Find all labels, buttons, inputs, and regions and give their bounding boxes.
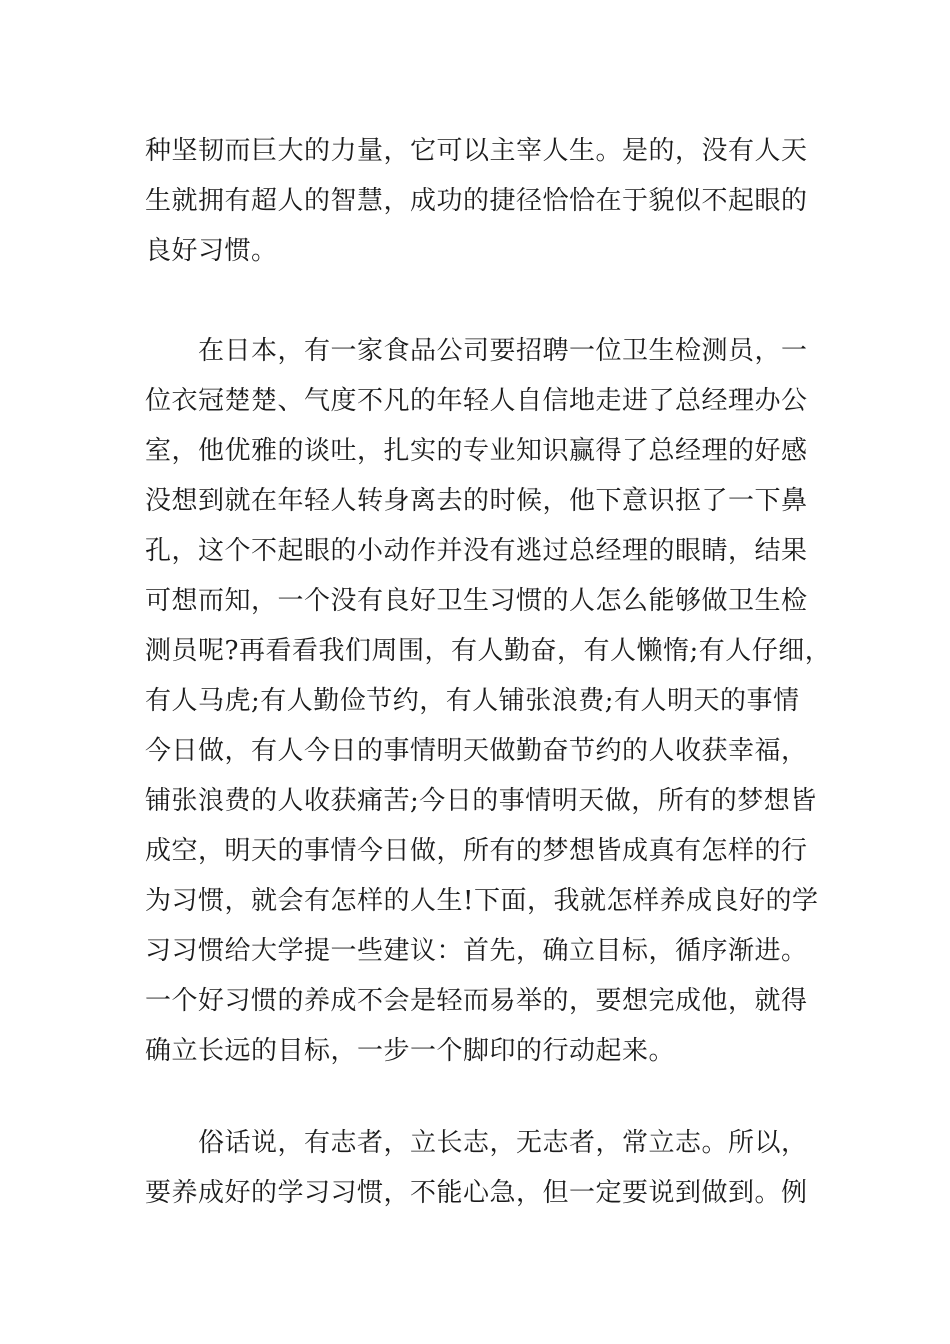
text-line: 生就拥有超人的智慧，成功的捷径恰恰在于貌似不起眼的 (145, 186, 808, 216)
text-line: 俗话说，有志者，立长志，无志者，常立志。所以， (145, 1128, 808, 1158)
text-line: 铺张浪费的人收获痛苦;今日的事情明天做，所有的梦想皆 (145, 786, 817, 816)
text-line: 有人马虎;有人勤俭节约，有人铺张浪费;有人明天的事情 (145, 686, 800, 716)
text-line: 在日本，有一家食品公司要招聘一位卫生检测员，一 (145, 336, 808, 366)
text-line: 一个好习惯的养成不会是轻而易举的，要想完成他，就得 (145, 986, 808, 1016)
text-line: 种坚韧而巨大的力量，它可以主宰人生。是的，没有人天 (145, 136, 808, 166)
text-line: 良好习惯。 (145, 236, 278, 266)
paragraph-1 (145, 126, 815, 276)
paragraph-3 (145, 1118, 815, 1218)
text-line: 习习惯给大学提一些建议：首先，确立目标，循序渐进。 (145, 936, 808, 966)
paragraph-2 (145, 326, 832, 1076)
text-line: 今日做，有人今日的事情明天做勤奋节约的人收获幸福， (145, 736, 808, 766)
text-line: 测员呢?再看看我们周围，有人勤奋，有人懒惰;有人仔细， (145, 636, 832, 666)
text-line: 要养成好的学习习惯，不能心急，但一定要说到做到。例 (145, 1178, 808, 1208)
text-line: 成空，明天的事情今日做，所有的梦想皆成真有怎样的行 (145, 836, 808, 866)
text-line: 室，他优雅的谈吐，扎实的专业知识赢得了总经理的好感 (145, 436, 808, 466)
text-line: 孔，这个不起眼的小动作并没有逃过总经理的眼睛，结果 (145, 536, 808, 566)
text-line: 没想到就在年轻人转身离去的时候，他下意识抠了一下鼻 (145, 486, 808, 516)
text-line: 确立长远的目标，一步一个脚印的行动起来。 (145, 1036, 676, 1066)
text-line: 位衣冠楚楚、气度不凡的年轻人自信地走进了总经理办公 (145, 386, 808, 416)
text-line: 为习惯，就会有怎样的人生!下面，我就怎样养成良好的学 (145, 886, 819, 916)
text-line: 可想而知，一个没有良好卫生习惯的人怎么能够做卫生检 (145, 586, 808, 616)
